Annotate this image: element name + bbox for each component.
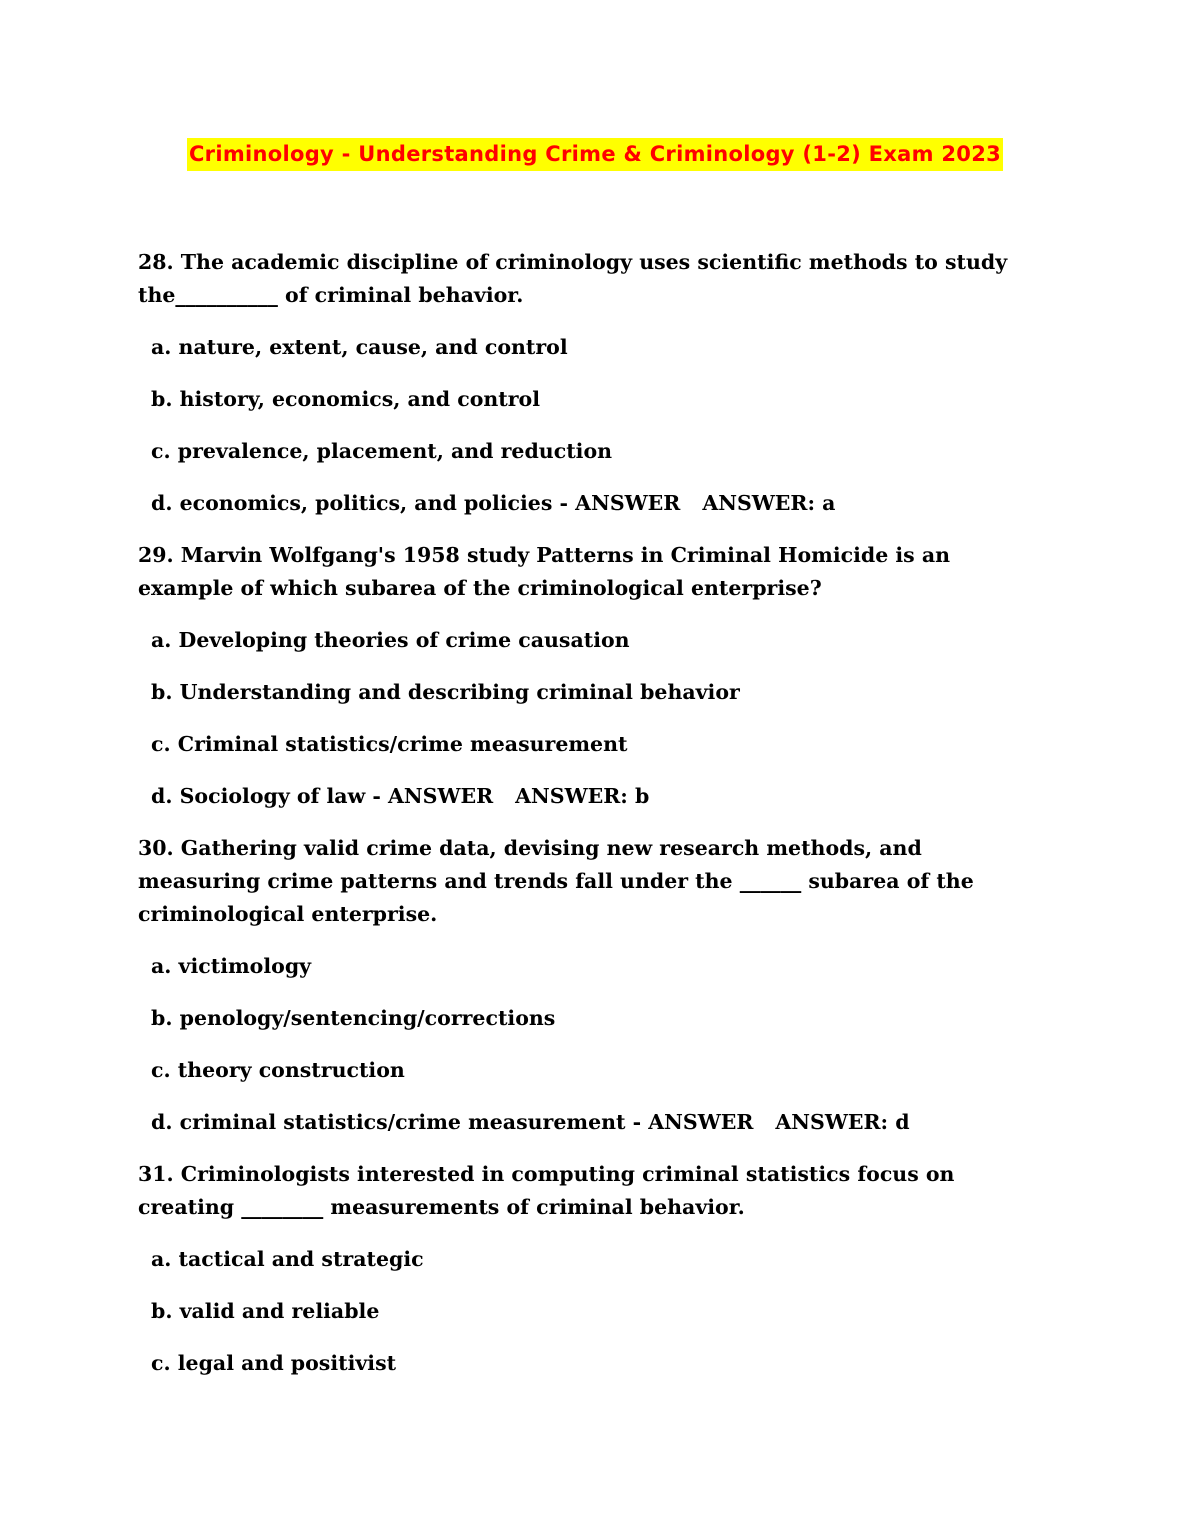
question-text: 29. Marvin Wolfgang's 1958 study Patterns in Criminal Homicide is an example of which subarea of the criminological enterprise?	[138, 543, 951, 600]
option-d: d. economics, politics, and policies - ANSWER	[151, 491, 681, 515]
option-b: b. Understanding and describing criminal behavior	[151, 680, 740, 704]
option-c: c. theory construction	[151, 1058, 405, 1082]
option-d-with-answer	[151, 780, 1038, 813]
option-a: a. Developing theories of crime causation	[151, 628, 630, 652]
question-28	[138, 246, 1038, 520]
option-a: a. tactical and strategic	[151, 1247, 424, 1271]
question-30	[138, 832, 1038, 1139]
question-text: 30. Gathering valid crime data, devising new research methods, and measuring crime patterns and trends fall under the ______ subarea of the criminological enterprise.	[138, 836, 974, 926]
option-b: b. history, economics, and control	[151, 387, 541, 411]
question-list	[138, 246, 1038, 1399]
option-b: b. valid and reliable	[151, 1299, 380, 1323]
answer-key: ANSWER: b	[515, 784, 650, 808]
option-c: c. legal and positivist	[151, 1351, 397, 1375]
question-text: 28. The academic discipline of criminology uses scientific methods to study the__________ of criminal behavior.	[138, 250, 1008, 307]
option-b: b. penology/sentencing/corrections	[151, 1006, 556, 1030]
title-container	[0, 138, 1190, 171]
option-d-with-answer	[151, 487, 1038, 520]
option-c: c. prevalence, placement, and reduction	[151, 439, 613, 463]
document-title: Criminology - Understanding Crime & Criminology (1-2) Exam 2023	[187, 138, 1003, 171]
question-29	[138, 539, 1038, 813]
question-31	[138, 1158, 1038, 1380]
option-a: a. victimology	[151, 954, 312, 978]
option-d-with-answer	[151, 1106, 1038, 1139]
option-a: a. nature, extent, cause, and control	[151, 335, 568, 359]
option-c: c. Criminal statistics/crime measurement	[151, 732, 628, 756]
question-text: 31. Criminologists interested in computing criminal statistics focus on creating ________ measurements of criminal behavior.	[138, 1162, 955, 1219]
option-d: d. criminal statistics/crime measurement - ANSWER	[151, 1110, 754, 1134]
answer-key: ANSWER: a	[702, 491, 836, 515]
option-d: d. Sociology of law - ANSWER	[151, 784, 494, 808]
answer-key: ANSWER: d	[775, 1110, 910, 1134]
